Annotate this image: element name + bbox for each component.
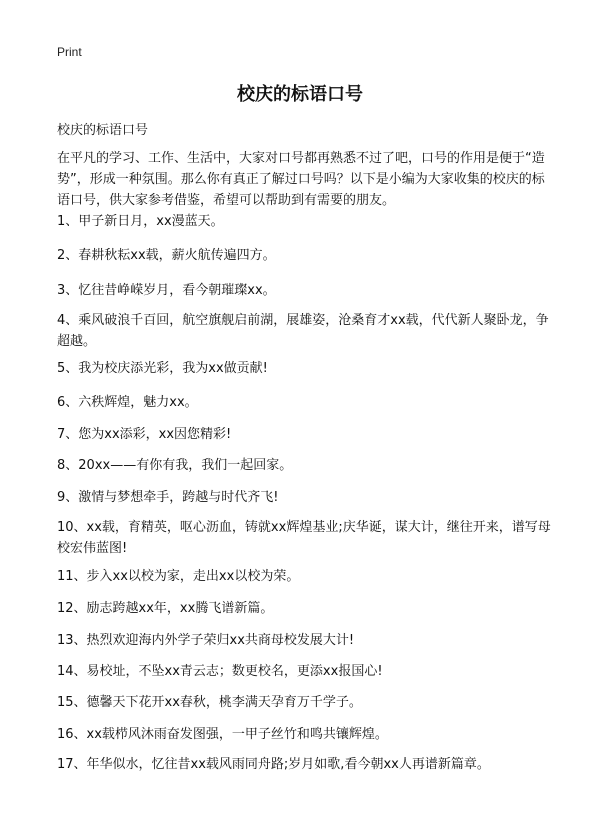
slogan-item: 2、春耕秋耘xx载，薪火航传遍四方。 bbox=[57, 248, 276, 263]
slogan-item: 9、激情与梦想牵手，跨越与时代齐飞! bbox=[57, 490, 279, 505]
slogan-item: 8、20xx——有你有我，我们一起回家。 bbox=[57, 458, 293, 473]
slogan-item: 7、您为xx添彩，xx因您精彩! bbox=[57, 427, 232, 442]
slogan-item: 11、步入xx以校为家，走出xx以校为荣。 bbox=[57, 569, 300, 584]
slogan-item: 5、我为校庆添光彩，我为xx做贡献! bbox=[57, 361, 268, 376]
print-label: Print bbox=[57, 45, 82, 59]
slogan-item: 15、德馨天下花开xx春秋，桃李满天孕育万千学子。 bbox=[57, 695, 362, 710]
slogan-item: 12、励志跨越xx年，xx腾飞谱新篇。 bbox=[57, 601, 274, 616]
slogan-item: 13、热烈欢迎海内外学子荣归xx共商母校发展大计! bbox=[57, 633, 355, 648]
slogan-item: 4、乘风破浪千百回，航空旗舰启前湖，展雄姿，沧桑育才xx载，代代新人聚卧龙，争超越。 bbox=[57, 313, 549, 349]
doc-subtitle: 校庆的标语口号 bbox=[57, 123, 149, 138]
slogan-item: 10、xx载，育精英，呕心沥血，铸就xx辉煌基业;庆华诞，谋大计，继往开来，谱写母校宏伟蓝图! bbox=[57, 520, 551, 556]
slogan-item: 3、忆往昔峥嵘岁月，看今朝璀璨xx。 bbox=[57, 283, 276, 298]
slogan-item: 16、xx载栉风沐雨奋发图强，一甲子丝竹和鸣共镶辉煌。 bbox=[57, 727, 388, 742]
slogan-item: 17、年华似水，忆往昔xx载风雨同舟路;岁月如歌,看今朝xx人再谱新篇章。 bbox=[57, 757, 490, 772]
slogan-item: 6、六秩辉煌，魅力xx。 bbox=[57, 395, 198, 410]
slogan-item: 14、易校址，不坠xx青云志；数更校名，更添xx报国心! bbox=[57, 664, 383, 679]
slogan-item: 1、甲子新日月，xx漫蓝天。 bbox=[57, 214, 224, 229]
page-title: 校庆的标语口号 bbox=[237, 84, 363, 105]
intro-paragraph: 在平凡的学习、工作、生活中，大家对口号都再熟悉不过了吧，口号的作用是便于“造势”，形成一种氛围。那么你有真正了解过口号吗？以下是小编为大家收集的校庆的标语口号，供大家参考借鉴，希望可以帮助到有需要的朋友。 bbox=[57, 151, 545, 208]
